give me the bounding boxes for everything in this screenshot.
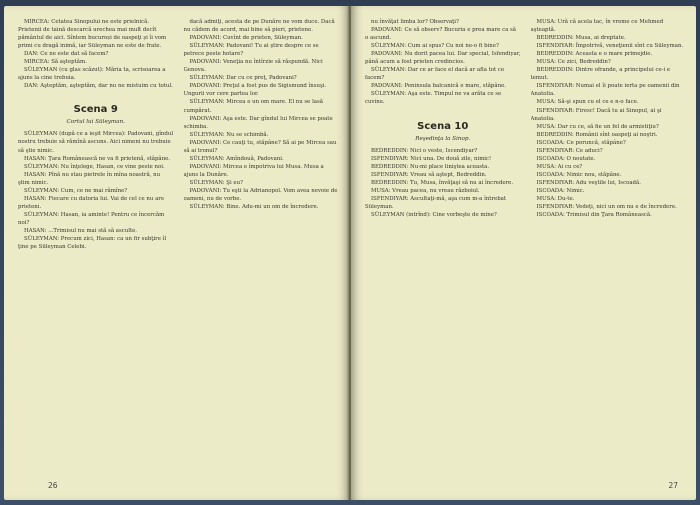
scene-subtitle: Reşedinţa la Sinop. [415, 135, 471, 142]
dialogue-line: MIRCEA: Cetatea Sinopului ne este prielnică. Prietenii de taină descarcă urechea mai mult decît pământul de aici. Sîntem bucuroși de oaspeţi și îi vom primi cu dragă inimă, iar Süleyman ne este de frate. [18, 19, 167, 50]
dialogue-line: SÜLEYMAN (după ce a ieşit Mircea): Padovani, gîndul nostru trebuie să rămînă ascuns. Aici nimeni nu trebuie să ştie nimic. [18, 131, 174, 154]
dialogue-line: PADOVANI: Cuvînt de prieten, Süleyman. [189, 35, 303, 42]
dialogue-line: MUSA: Să-şi spun cu el ce e n-o face. [536, 99, 639, 106]
dialogue-line: SÜLEYMAN: Dar ce ar face el dacă ar afla tot ce facem? [365, 67, 505, 82]
scene-title: Scena 9 [73, 104, 118, 116]
dialogue-line: SÜLEYMAN: Bine. Adu-mi un om de încredere. [189, 204, 319, 211]
dialogue-line: ISCOADA: Ce poruncă, stăpâne? [536, 139, 626, 146]
dialogue-line: ISCOADA: Nimic. [536, 187, 585, 194]
dialogue-line: ISFENDIYAR: Numai el îi poate ierta pe oamenii din Anatolia. [530, 83, 680, 98]
dialogue-line: SÜLEYMAN: Amîndouă, Padovani. [189, 155, 284, 162]
dialogue-line: ISCOADA: O noutate. [536, 155, 596, 162]
dialogue-line: SÜLEYMAN: Precum zici, Hasan: ca un fir subţire îl ţine pe Süleyman Celebi. [18, 236, 167, 251]
dialogue-line: MUSA: Ce zici, Bedreddin? [536, 59, 611, 66]
dialogue-line: BEDREDDIN: Musa, ai dreptate. [536, 35, 626, 42]
dialogue-line: SÜLEYMAN (intrînd): Cine vorbeşte de mine? [371, 211, 497, 218]
dialogue-line: HASAN: Ţara Românească ne va fi prietenă, stăpâne. [24, 155, 171, 162]
dialogue-line: HASAN: ...Trimisul nu mai stă să asculte. [24, 227, 138, 234]
dialogue-line: SÜLEYMAN: Padovani! Tu ai ştire despre ce se petrece peste hotare? [183, 43, 319, 58]
right-column-1 [365, 18, 521, 472]
dialogue-line: SÜLEYMAN: Nu înţelege, Hasan, ce vine peste noi. [24, 163, 165, 170]
dialogue-line: ISFENDIYAR: Ascultaţi-mă, aşa cum m-a întrebat Süleyman. [365, 195, 507, 210]
dialogue-line: SÜLEYMAN: Dar cu ce preţ, Padovani? [189, 75, 297, 82]
dialogue-line: SÜLEYMAN: Cum, ce ne mai rămîne? [24, 187, 128, 194]
dialogue-line: PADOVANI: Tu eşti la Adrianopol. Vom avea nevoie de oameni, nu de vorbe. [183, 187, 338, 203]
dialogue-line: PADOVANI: Nu dorit pacea lui. Dar special, Isfendiyar, până acum a fost prieten credincios. [365, 51, 521, 66]
left-column-1 [18, 18, 174, 472]
dialogue-line: HASAN: Fiecare cu datoria lui. Vai de cel ce nu are prieteni. [18, 195, 165, 210]
dialogue-line: PADOVANI: Ce să observ? Bucuria e prea mare ca să o ascund. [365, 27, 517, 42]
dialogue-line: ISCOADA: Trimisul din Ţara Românească. [536, 212, 652, 219]
dialogue-line: MUSA: Ură că acela tac, în vreme ce Mehmed aşteaptă. [530, 19, 664, 34]
dialogue-line: MUSA: Dar cu ce, să fie un fel de armistiţiu? [536, 123, 659, 130]
dialogue-line: BEDREDDIN: Nici o veste, Iscendiyar? [371, 147, 478, 154]
scene-title: Scena 10 [417, 120, 469, 132]
dialogue-line: BEDREDDIN: Românii sînt oaspeţi ai noştri. [536, 131, 658, 138]
dialogue-line: PADOVANI: Preţul a fost pus de Sigismund însuşi. Ungurii vor cere partea lor. [183, 83, 327, 98]
dialogue-line: ISFENDIYAR: Vreau să aştept, Bedreddin. [371, 171, 487, 178]
dialogue-line: DAN: Aşteptăm, aşteptăm, dar nu ne mistuim cu totul. [24, 83, 173, 90]
dialogue-line: BEDREDDIN: Aceasta e o mare primejdie. [536, 51, 653, 58]
dialogue-line: BEDREDDIN: Nu-mi place liniştea aceasta. [371, 163, 490, 170]
dialogue-line: ISFENDIYAR: Vedeţi, nici un om nu e de încredere. [536, 204, 677, 211]
dialogue-line: DAN: Ce ne este dat să facem? [24, 51, 109, 58]
dialogue-line: dacă admiţi, acesta de pe Dunăre ne vom duce. Dacă nu cădem de acord, mai bine să pieri, prietene. [183, 19, 335, 34]
dialogue-line: ISFENDIYAR: Firesc! Dacă tu ai Sinopul, ai şi Anatolia. [530, 107, 662, 122]
scene-subtitle: Cortul lui Süleyman. [66, 119, 125, 126]
dialogue-line: SÜLEYMAN: Hasan, ia aminte! Pentru ce încercăm noi? [18, 211, 165, 226]
dialogue-line: PADOVANI: Peninsula balcanică e mare, stăpâne. [371, 83, 506, 90]
dialogue-line: ISFENDIYAR: Ce aduci? [536, 147, 603, 154]
dialogue-line: ISFENDIYAR: Nici una. De două zile, nimic! [371, 155, 492, 162]
dialogue-line: SÜLEYMAN: Cum ai spus? Cu noi ne-o fi bine? [371, 43, 499, 50]
dialogue-line: PADOVANI: Mircea e împotriva lui Musa. Musa a ajuns la Dunăre. [183, 163, 324, 178]
dialogue-line: MUSA: Ai cu ce? [536, 163, 583, 170]
dialogue-line: SÜLEYMAN (cu glas scăzut): Măria ta, scrisoarea a ajuns la cine trebuia. [18, 67, 166, 82]
dialogue-line: PADOVANI: Aşa este. Dar gîndul lui Mircea se poate schimba. [183, 115, 333, 130]
dialogue-line: MUSA: Du-te. [536, 196, 575, 203]
right-page [351, 6, 696, 500]
dialogue-line: PADOVANI: Ce cauţi tu, stăpâne? Să ai pe Mircea sau să ai tronul? [183, 139, 337, 154]
dialogue-line: SÜLEYMAN: Aşa este. Timpul ne va arăta ce se cuvine. [365, 91, 502, 106]
dialogue-line: SÜLEYMAN: Nu se schimbă. [189, 131, 269, 138]
dialogue-line: ISCOADA: Nimic nou, stăpâne. [536, 171, 622, 178]
dialogue-line: SÜLEYMAN: Şi eu? [189, 179, 243, 186]
dialogue-line: MIRCEA: Să aşteptăm. [24, 59, 87, 66]
left-page [4, 6, 349, 500]
dialogue-line: ISFENDIYAR: Împotrivă, veneţienii sînt cu Süleyman. [536, 43, 684, 50]
dialogue-line: BEDREDDIN: Dintre ofrande, a principelui ce-i e temut. [530, 67, 671, 82]
page-number-right: 27 [668, 481, 678, 490]
right-column-2 [531, 18, 687, 472]
dialogue-line: BEDREDDIN: Tu, Musa, învăţaşi să nu ai încredere. [371, 179, 514, 186]
dialogue-line: MUSA: Vreau pacea, nu vreau războiul. [371, 187, 480, 194]
dialogue-line: PADOVANI: Veneţia nu întîrzie să răspundă. Nici Genova. [183, 59, 323, 74]
dialogue-line: HASAN: Pînă nu stau pietrele în mîna noastră, nu ştim nimic. [18, 171, 161, 186]
dialogue-line: nu învăţat limba lor? Observaţi? [371, 19, 459, 25]
dialogue-line: SÜLEYMAN: Mircea e un om mare. El nu se lasă cumpărat. [183, 99, 324, 114]
page-number-left: 26 [48, 481, 58, 490]
left-column-2 [184, 18, 340, 472]
dialogue-line: ISFENDIYAR: Adu veştile lui, Iscoadă. [536, 179, 641, 186]
